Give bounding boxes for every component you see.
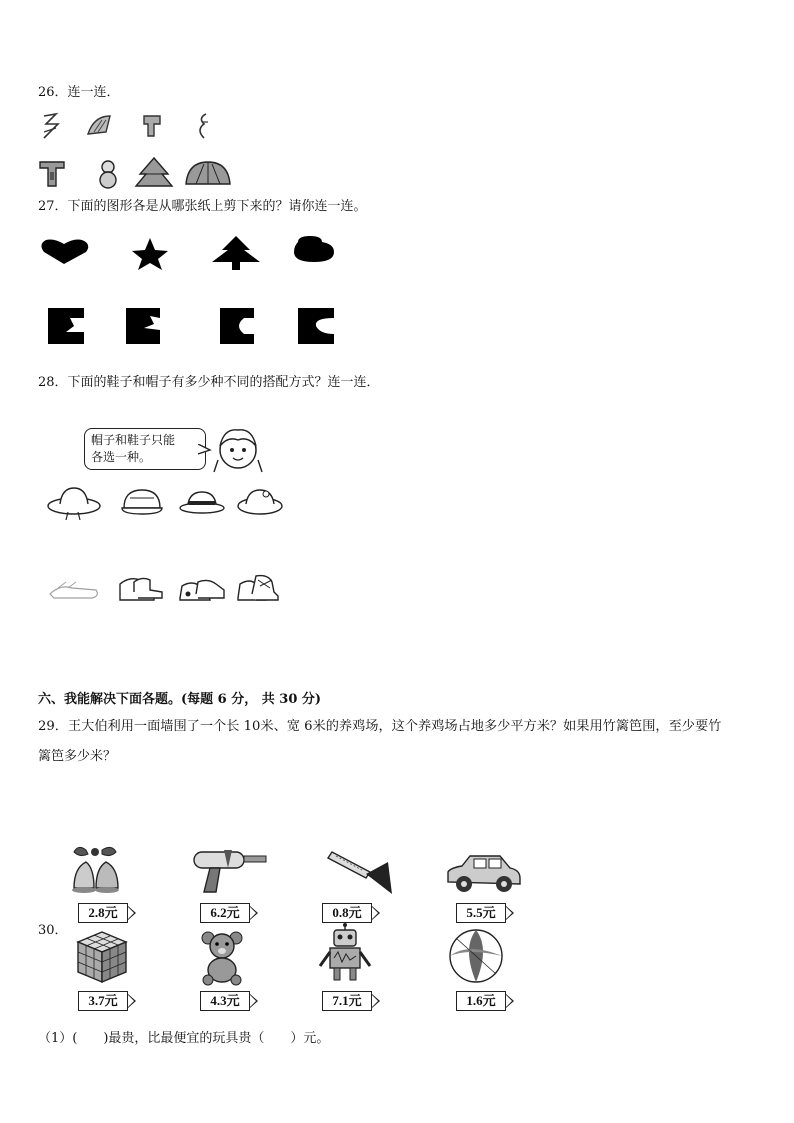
shoes-row	[46, 570, 286, 608]
snowman-piece-icon	[200, 114, 208, 138]
teddy-bear-icon	[196, 928, 248, 986]
hats-row	[44, 482, 294, 522]
bubble-line-1: 帽子和鞋子只能	[91, 433, 176, 447]
q27-papers-row	[44, 304, 344, 348]
house-piece-icon	[144, 116, 160, 136]
price-tag-water-gun: 6.2元	[200, 903, 250, 923]
bells-icon	[64, 840, 128, 896]
zigzag-piece-icon	[44, 114, 58, 138]
price-tag-beach-ball: 1.6元	[456, 991, 506, 1011]
house-icon	[40, 162, 64, 186]
price-tag-trumpet: 0.8元	[322, 903, 372, 923]
umbrella-icon	[186, 162, 230, 184]
flower-hat-icon	[238, 490, 282, 514]
fedora-icon	[180, 492, 224, 513]
q30-number: 30．	[38, 923, 68, 938]
star-shape-icon	[132, 238, 168, 270]
paper-round-cut-icon	[298, 308, 334, 344]
tree-shape-icon	[212, 236, 260, 270]
q28-title: 28．下面的鞋子和帽子有多少种不同的搭配方式？连一连．	[38, 375, 380, 390]
section-6-heading: 六、我能解决下面各题。(每题 6 分， 共 30 分)	[38, 692, 322, 707]
q26-title: 26．连一连．	[38, 85, 120, 100]
bubble-line-2: 各选一种。	[91, 450, 152, 464]
q27-title: 27．下面的图形各是从哪张纸上剪下来的？请你连一连。	[38, 199, 367, 214]
boots-icon	[120, 578, 162, 600]
price-tag-bells: 2.8元	[78, 903, 128, 923]
price-tag-toy-car: 5.5元	[456, 903, 506, 923]
price-tag-robot: 7.1元	[322, 991, 372, 1011]
speech-bubble	[84, 428, 206, 470]
price-tag-teddy-bear: 4.3元	[200, 991, 250, 1011]
q30-sub-1: （1）( )最贵，比最便宜的玩具贵（ ）元。	[38, 1031, 330, 1046]
water-gun-icon	[188, 846, 272, 896]
rounded-shape-icon	[294, 236, 334, 262]
paper-heart-cut-icon	[48, 308, 84, 344]
q27-cut-shapes-row	[36, 234, 346, 274]
paper-tree-cut-icon	[220, 308, 254, 344]
rubik-cube-icon	[72, 928, 132, 986]
sneakers-icon	[180, 580, 224, 600]
q29-line-2: 篱笆多少米？	[38, 749, 117, 764]
q26-pieces-row	[36, 110, 236, 142]
girl-icon	[210, 420, 266, 480]
umbrella-piece-icon	[88, 116, 110, 134]
heart-shape-icon	[41, 240, 88, 265]
q26-figures-row	[36, 156, 236, 192]
price-tag-rubik-cube: 3.7元	[78, 991, 128, 1011]
sun-hat-icon	[48, 488, 100, 520]
sandals-icon	[50, 582, 97, 598]
toy-car-icon	[444, 852, 524, 896]
cap-icon	[122, 490, 162, 514]
robot-icon	[316, 922, 374, 986]
snowman-icon	[100, 161, 116, 188]
paper-star-cut-icon	[126, 308, 160, 344]
beach-ball-icon	[448, 928, 504, 984]
trumpet-icon	[326, 850, 396, 898]
q29-line-1: 29．王大伯利用一面墙围了一个长 10米、宽 6米的养鸡场，这个养鸡场占地多少平方米？如果用竹篱笆围，至少要竹	[38, 719, 722, 734]
tree-icon	[136, 158, 172, 186]
high-tops-icon	[238, 576, 278, 600]
